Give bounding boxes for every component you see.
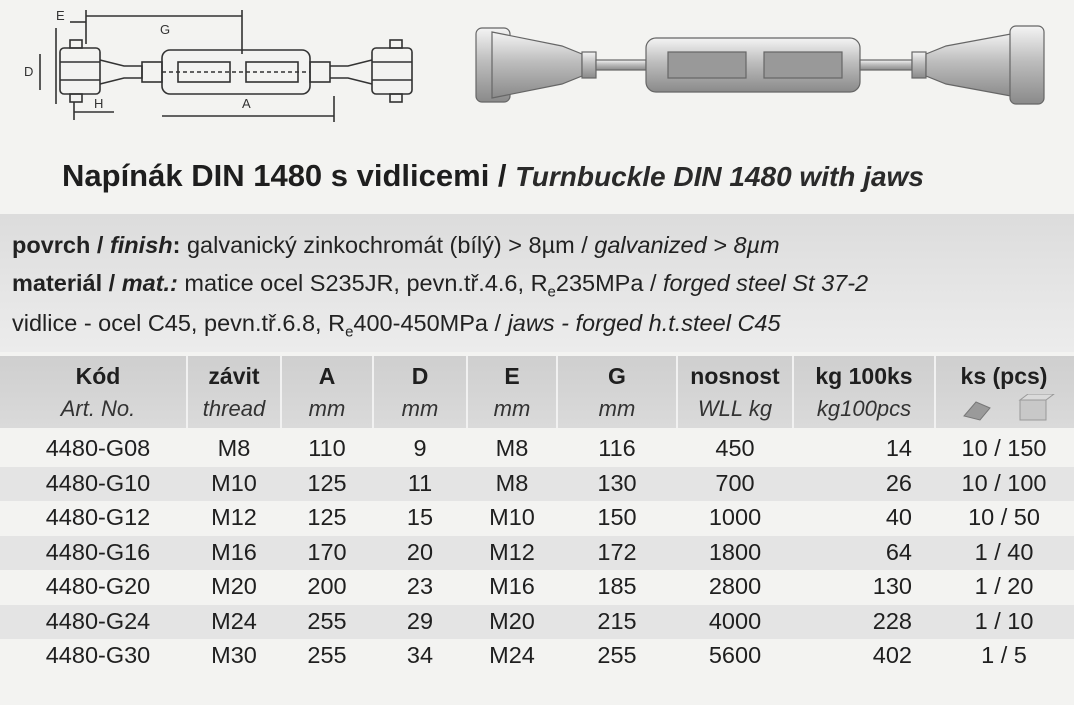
mat-label-en: mat.: — [121, 270, 178, 296]
cell-g: 255 — [597, 642, 637, 668]
title-cz: Napínák DIN 1480 s vidlicemi / — [62, 158, 507, 193]
subheader-nosnost: WLL kg — [697, 396, 773, 421]
dim-label-e: E — [56, 8, 65, 23]
cell-e: M12 — [489, 538, 535, 565]
mat-value-cz-b: 235MPa / — [555, 270, 657, 296]
finish-value-cz: galvanický zinkochromát (bílý) > 8µm / — [186, 232, 588, 258]
page-title — [62, 158, 1072, 194]
mat-value-sub: e — [547, 283, 556, 301]
cell-a: 200 — [307, 573, 347, 599]
cell-a: 125 — [307, 469, 347, 496]
header-a: A — [318, 363, 336, 389]
cell-a: 125 — [307, 504, 347, 530]
jaws-value-cz-b: 400-450MPa / — [353, 310, 502, 336]
subheader-e: mm — [493, 396, 531, 421]
cell-ks: 1 / 10 — [974, 607, 1034, 634]
subheader-a: mm — [308, 396, 346, 421]
subheader-kod: Art. No. — [60, 396, 136, 421]
table-header — [0, 356, 1074, 428]
cell-e: M24 — [489, 642, 535, 668]
cell-kod: 4480-G20 — [45, 573, 151, 599]
cell-e: M8 — [495, 435, 529, 461]
header-kod: Kód — [75, 363, 121, 389]
cell-zavit: M16 — [211, 538, 257, 565]
cell-zavit: M10 — [211, 469, 257, 496]
table-row — [0, 605, 1074, 639]
dim-label-g: G — [160, 22, 171, 37]
table-row — [0, 570, 1074, 604]
spec-panel — [0, 214, 1074, 352]
cell-kod: 4480-G30 — [45, 642, 151, 668]
cell-kod: 4480-G12 — [45, 504, 151, 530]
cell-kg: 228 — [872, 607, 912, 634]
cell-ks: 10 / 150 — [961, 435, 1047, 461]
cell-e: M20 — [489, 607, 535, 634]
mat-value-cz: matice ocel S235JR, pevn.tř.4.6, R — [184, 270, 548, 296]
product-photo — [462, 10, 1062, 120]
cell-a: 255 — [307, 642, 347, 668]
cell-a: 170 — [307, 538, 347, 565]
cell-kod: 4480-G08 — [45, 435, 151, 461]
cell-zavit: M24 — [211, 607, 257, 634]
cell-g: 116 — [598, 435, 636, 461]
mat-label-cz: materiál / — [12, 270, 116, 296]
cell-d: 34 — [406, 642, 434, 668]
cell-kod: 4480-G16 — [45, 538, 151, 565]
finish-label-en: finish — [109, 232, 173, 258]
cell-zavit: M20 — [211, 573, 257, 599]
cell-kg: 40 — [885, 504, 912, 530]
cell-kg: 26 — [885, 469, 912, 496]
jaws-value-en: jaws - forged h.t.steel C45 — [507, 310, 781, 336]
cell-a: 255 — [307, 607, 347, 634]
subheader-zavit: thread — [202, 396, 266, 421]
cell-ks: 10 / 100 — [961, 469, 1047, 496]
cell-ks: 10 / 50 — [968, 504, 1040, 530]
header-nosnost: nosnost — [690, 363, 780, 389]
finish-colon: : — [172, 232, 181, 258]
subheader-g: mm — [598, 396, 636, 421]
cell-kg: 64 — [885, 538, 912, 565]
spec-finish — [12, 232, 780, 259]
cell-kg: 130 — [872, 573, 912, 599]
cell-d: 9 — [413, 435, 427, 461]
mat-value-en: forged steel St 37-2 — [663, 270, 869, 296]
cell-ks: 1 / 40 — [974, 538, 1034, 565]
cell-wll: 5600 — [708, 642, 762, 668]
cell-g: 215 — [597, 607, 637, 634]
subheader-d: mm — [401, 396, 439, 421]
cell-zavit: M12 — [211, 504, 257, 530]
cell-kod: 4480-G24 — [45, 607, 151, 634]
cell-g: 185 — [597, 573, 637, 599]
header-zavit: závit — [208, 363, 260, 389]
cell-kg: 14 — [885, 435, 912, 461]
header-e: E — [504, 363, 520, 389]
table-row — [0, 536, 1074, 570]
header-ks: ks (pcs) — [960, 363, 1048, 389]
finish-value-en: galvanized > 8µm — [594, 232, 780, 258]
jaws-value-cz: vidlice - ocel C45, pevn.tř.6.8, R — [12, 310, 346, 336]
cell-wll: 450 — [715, 435, 755, 461]
table-row — [0, 639, 1074, 673]
cell-g: 150 — [597, 504, 637, 530]
cell-wll: 700 — [715, 469, 755, 496]
cell-wll: 4000 — [708, 607, 762, 634]
cell-e: M16 — [489, 573, 535, 599]
table-row — [0, 501, 1074, 535]
package-icons — [958, 394, 1058, 424]
table-row — [0, 467, 1074, 501]
spec-material — [12, 270, 868, 301]
cell-g: 130 — [597, 469, 637, 496]
cell-kg: 402 — [872, 642, 912, 668]
cell-d: 11 — [407, 469, 433, 496]
dim-label-a: A — [242, 96, 251, 111]
cell-a: 110 — [308, 435, 346, 461]
header-d: D — [411, 363, 429, 389]
technical-drawing — [14, 4, 454, 124]
cell-kod: 4480-G10 — [45, 469, 151, 496]
jaws-value-sub: e — [345, 323, 354, 341]
cell-wll: 1000 — [708, 504, 762, 530]
cell-wll: 1800 — [708, 538, 762, 565]
header-kg: kg 100ks — [815, 363, 913, 389]
cell-zavit: M8 — [217, 435, 251, 461]
subheader-kg: kg100pcs — [816, 396, 912, 421]
cell-wll: 2800 — [708, 573, 762, 599]
cell-e: M8 — [495, 469, 529, 496]
spec-jaws — [12, 310, 781, 341]
cell-d: 20 — [406, 538, 434, 565]
cell-d: 15 — [406, 504, 434, 530]
cell-e: M10 — [489, 504, 535, 530]
cell-ks: 1 / 20 — [974, 573, 1034, 599]
finish-label-cz: povrch / — [12, 232, 104, 258]
cell-zavit: M30 — [211, 642, 257, 668]
title-en: Turnbuckle DIN 1480 with jaws — [515, 161, 924, 192]
cell-g: 172 — [597, 538, 637, 565]
dim-label-d: D — [24, 64, 34, 79]
cell-d: 29 — [406, 607, 434, 634]
cell-d: 23 — [406, 573, 434, 599]
dim-label-h: H — [94, 96, 104, 111]
header-g: G — [608, 363, 626, 389]
cell-ks: 1 / 5 — [981, 642, 1027, 668]
table-row — [0, 432, 1074, 466]
